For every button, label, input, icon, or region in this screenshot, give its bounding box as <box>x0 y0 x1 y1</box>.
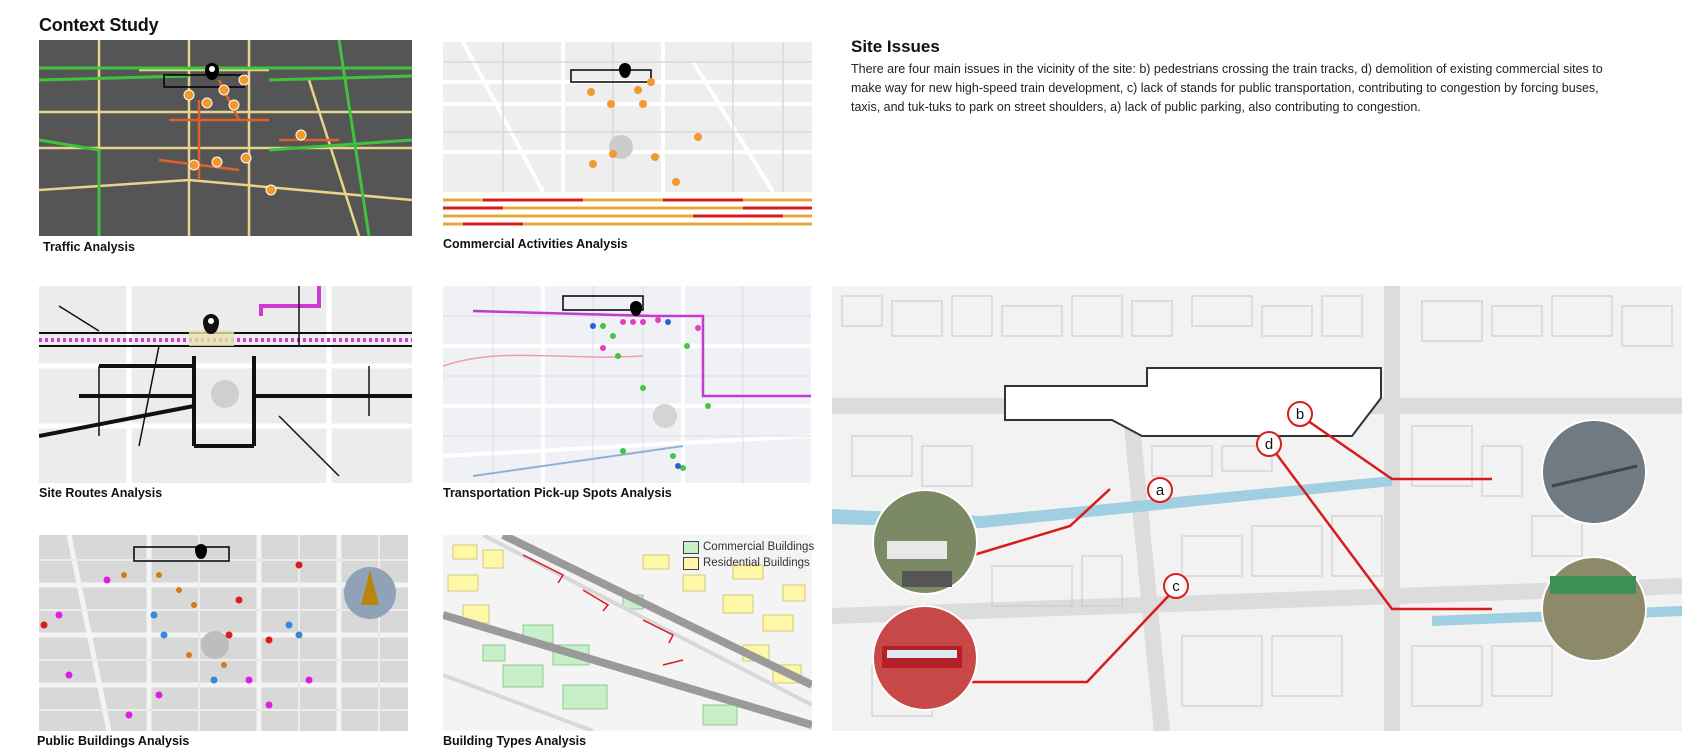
site-issues-title: Site Issues <box>851 37 940 56</box>
legend-item-commercial <box>683 539 814 555</box>
residential-swatch <box>683 557 699 570</box>
traffic-map <box>39 40 412 236</box>
marker-d: d <box>1264 436 1274 453</box>
building-types-legend <box>683 539 814 571</box>
page-title: Context Study <box>39 15 159 35</box>
traffic-caption: Traffic Analysis <box>43 240 135 254</box>
photo-market <box>1542 557 1646 661</box>
marker-b: b <box>1295 406 1305 423</box>
commercial-swatch <box>683 541 699 554</box>
building-types-caption: Building Types Analysis <box>443 734 587 748</box>
legend-label-residential: Residential Buildings <box>703 557 810 569</box>
legend-label-commercial: Commercial Buildings <box>703 541 815 553</box>
legend-item-residential <box>683 555 814 571</box>
marker-a: a <box>1155 482 1165 499</box>
commercial-map <box>443 42 812 230</box>
site-routes-map <box>39 286 412 483</box>
site-routes-caption: Site Routes Analysis <box>39 486 163 500</box>
transport-caption: Transportation Pick-up Spots Analysis <box>443 486 672 500</box>
public-buildings-map <box>39 535 408 731</box>
public-buildings-caption: Public Buildings Analysis <box>37 734 190 748</box>
commercial-caption: Commercial Activities Analysis <box>443 237 628 251</box>
marker-c: c <box>1172 578 1180 595</box>
site-issues-description: There are four main issues in the vicinity of the site: b) pedestrians crossing the train tracks, d) demolition of existing commercial sites to make way for new high-speed train development, c) lack of stands for public transportation, contributing to congestion by forcing buses, taxis, and tuk-tuks to park on street shoulders, a) lack of public parking, also contributing to congestion. <box>851 62 1603 114</box>
site-issues-map <box>832 286 1682 731</box>
photo-train-tracks <box>1542 420 1646 524</box>
transport-map <box>443 286 811 483</box>
